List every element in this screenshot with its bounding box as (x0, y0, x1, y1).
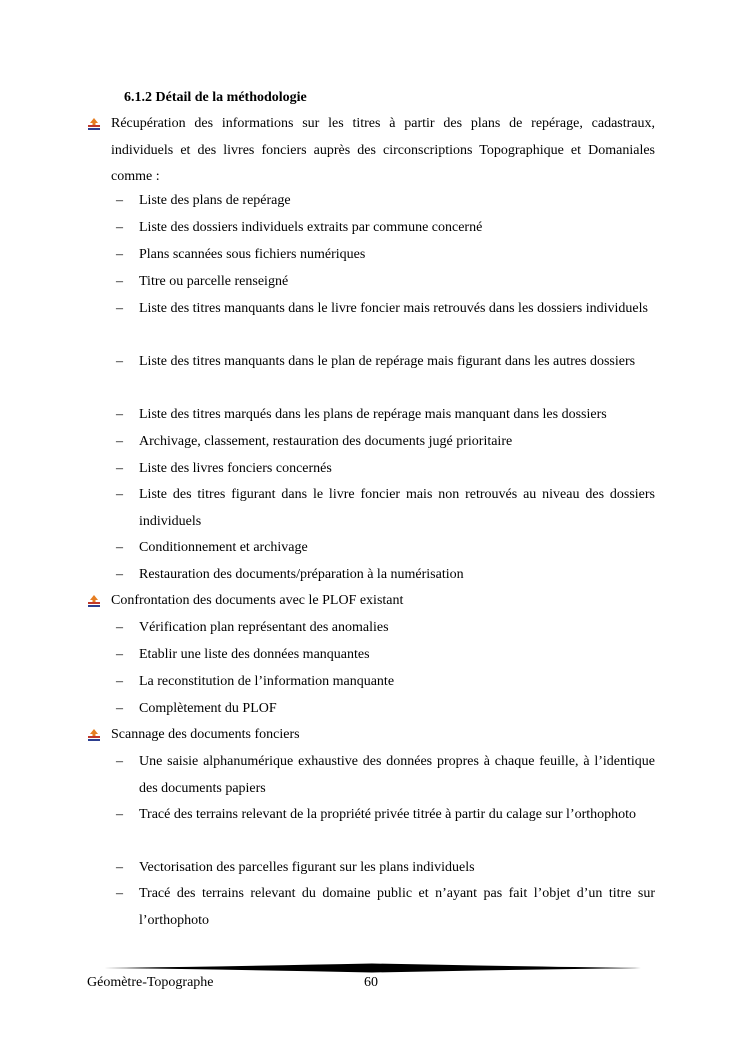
section-heading: 6.1.2 Détail de la méthodologie (124, 90, 307, 105)
bullet-arrow-icon (87, 594, 101, 608)
bullet-arrow-icon (87, 728, 101, 742)
footer-title: Géomètre-Topographe (87, 975, 214, 990)
footer-divider (104, 963, 641, 973)
section-text: Confrontation des documents avec le PLOF existant (111, 593, 404, 608)
section-text: Scannage des documents fonciers (111, 727, 300, 742)
bullet-arrow-icon (87, 117, 101, 131)
page-number: 60 (364, 975, 378, 990)
section-text: Récupération des informations sur les titres à partir des plans de repérage, cadastraux, individuels et des livres fonciers auprès des circonscriptions Topographique et Domaniales comme : (111, 116, 655, 185)
